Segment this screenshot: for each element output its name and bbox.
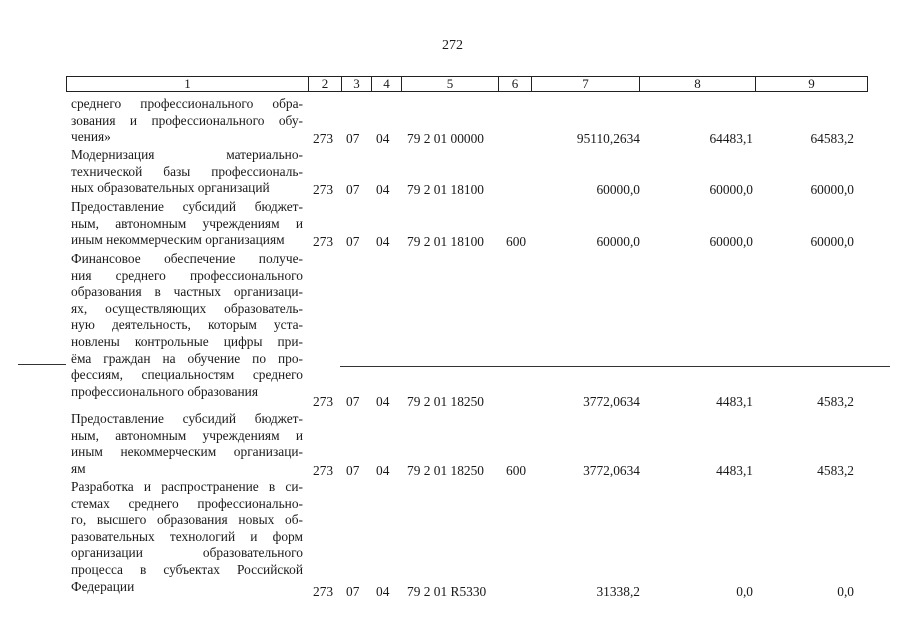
header-col-9: 9 xyxy=(808,76,815,91)
header-col-7: 7 xyxy=(532,77,640,91)
row-3-col-4: 04 xyxy=(376,234,390,249)
row-1-line-3: чения» xyxy=(71,129,111,145)
row-2-col-9: 60000,0 xyxy=(810,182,854,197)
row-6-col-8: 0,0 xyxy=(736,584,753,599)
row-2-col-3: 07 xyxy=(346,182,360,197)
scan-rule-left xyxy=(18,364,66,365)
table-header xyxy=(66,76,868,92)
row-6-line-7: Федерации xyxy=(71,578,135,594)
header-col-6: 6 xyxy=(499,77,532,91)
header-col-4: 4 xyxy=(372,77,402,91)
row-4-col-5: 79 2 01 18250 xyxy=(407,394,484,409)
row-4-line-1: Финансовое обеспечение получе- xyxy=(71,251,303,266)
row-5-col-3: 07 xyxy=(346,463,360,478)
row-2-col-5: 79 2 01 18100 xyxy=(407,182,484,197)
row-5-line-1: Предоставление субсидий бюджет- xyxy=(71,411,303,426)
row-3-line-3: иным некоммерческим организациям xyxy=(71,232,285,248)
row-1-line-2: зования и профессионального обу- xyxy=(71,112,303,128)
row-1-col-2: 273 xyxy=(313,131,334,146)
header-col-5: 5 xyxy=(402,77,499,91)
header-col-2: 2 xyxy=(309,77,342,91)
row-5-col-7: 3772,0634 xyxy=(583,463,640,478)
row-2-line-1: Модернизация материально- xyxy=(71,147,303,162)
row-2-line-2: технической базы профессиональ- xyxy=(71,163,303,179)
row-1-col-4: 04 xyxy=(376,131,390,146)
row-3-col-6: 600 xyxy=(506,234,527,249)
row-6-line-4: разовательных технологий и форм xyxy=(71,528,303,544)
row-6-line-6: процесса в субъектах Российской xyxy=(71,561,303,577)
row-3-col-9: 60000,0 xyxy=(810,234,854,249)
row-5-col-4: 04 xyxy=(376,463,390,478)
row-4-line-5: ную деятельность, которым уста- xyxy=(71,317,303,333)
row-6-col-7: 31338,2 xyxy=(596,584,640,599)
row-6-col-3: 07 xyxy=(346,584,360,599)
row-5-line-3: иным некоммерческим организаци- xyxy=(71,444,303,460)
row-5-line-2: ным, автономным учреждениям и xyxy=(71,427,303,443)
row-4-line-8: фессиям, специальностям среднего xyxy=(71,367,303,383)
row-5-line-4: ям xyxy=(71,460,86,476)
row-4-col-2: 273 xyxy=(313,394,334,409)
header-col-8: 8 xyxy=(640,77,756,91)
row-1-col-5: 79 2 01 00000 xyxy=(407,131,484,146)
row-6-description xyxy=(71,479,303,595)
row-4-line-9: профессионального образования xyxy=(71,383,258,399)
row-4-line-7: ёма граждан на обучение по про- xyxy=(71,350,303,366)
header-col-1: 1 xyxy=(67,77,309,91)
row-5-description xyxy=(71,411,303,477)
row-6-col-4: 04 xyxy=(376,584,390,599)
row-6-line-2: стемах среднего профессионально- xyxy=(71,495,303,511)
page-number: 272 xyxy=(442,38,463,53)
row-6-line-1: Разработка и распространение в си- xyxy=(71,479,303,494)
row-6-line-5: организации образовательного xyxy=(71,545,303,561)
row-4-description xyxy=(71,251,303,400)
row-4-col-7: 3772,0634 xyxy=(583,394,640,409)
row-4-col-4: 04 xyxy=(376,394,390,409)
row-4-col-9: 4583,2 xyxy=(817,394,854,409)
row-4-col-8: 4483,1 xyxy=(716,394,753,409)
row-5-col-6: 600 xyxy=(506,463,527,478)
row-2-col-4: 04 xyxy=(376,182,390,197)
header-col-3: 3 xyxy=(342,77,372,91)
row-3-description xyxy=(71,199,303,249)
row-1-line-1: среднего профессионального обра- xyxy=(71,96,303,111)
row-1-col-3: 07 xyxy=(346,131,360,146)
row-5-col-5: 79 2 01 18250 xyxy=(407,463,484,478)
row-2-description xyxy=(71,147,303,197)
row-5-col-9: 4583,2 xyxy=(817,463,854,478)
row-4-line-6: новлены контрольные цифры при- xyxy=(71,333,303,349)
row-1-description xyxy=(71,96,303,146)
row-3-col-2: 273 xyxy=(313,234,334,249)
row-4-line-3: образования в частных организаци- xyxy=(71,284,303,300)
row-2-line-3: ных образовательных организаций xyxy=(71,180,270,196)
row-3-col-3: 07 xyxy=(346,234,360,249)
row-2-col-8: 60000,0 xyxy=(709,182,753,197)
row-3-line-1: Предоставление субсидий бюджет- xyxy=(71,199,303,214)
row-6-col-5: 79 2 01 R5330 xyxy=(407,584,487,599)
row-4-line-2: ния среднего профессионального xyxy=(71,267,303,283)
row-3-line-2: ным, автономным учреждениям и xyxy=(71,215,303,231)
row-3-col-8: 60000,0 xyxy=(709,234,753,249)
row-1-col-7: 95110,2634 xyxy=(576,131,640,146)
row-5-col-8: 4483,1 xyxy=(716,463,753,478)
row-6-line-3: го, высшего образования новых об- xyxy=(71,512,303,528)
row-1-col-8: 64483,1 xyxy=(709,131,753,146)
row-6-col-9: 0,0 xyxy=(837,584,854,599)
row-1-col-9: 64583,2 xyxy=(810,131,854,146)
row-6-col-2: 273 xyxy=(313,584,334,599)
row-3-col-7: 60000,0 xyxy=(596,234,640,249)
scan-rule-right xyxy=(340,366,890,367)
row-3-col-5: 79 2 01 18100 xyxy=(407,234,484,249)
row-4-col-3: 07 xyxy=(346,394,360,409)
row-4-line-4: ях, осуществляющих образователь- xyxy=(71,300,303,316)
row-2-col-2: 273 xyxy=(313,182,334,197)
row-2-col-7: 60000,0 xyxy=(596,182,640,197)
row-5-col-2: 273 xyxy=(313,463,334,478)
